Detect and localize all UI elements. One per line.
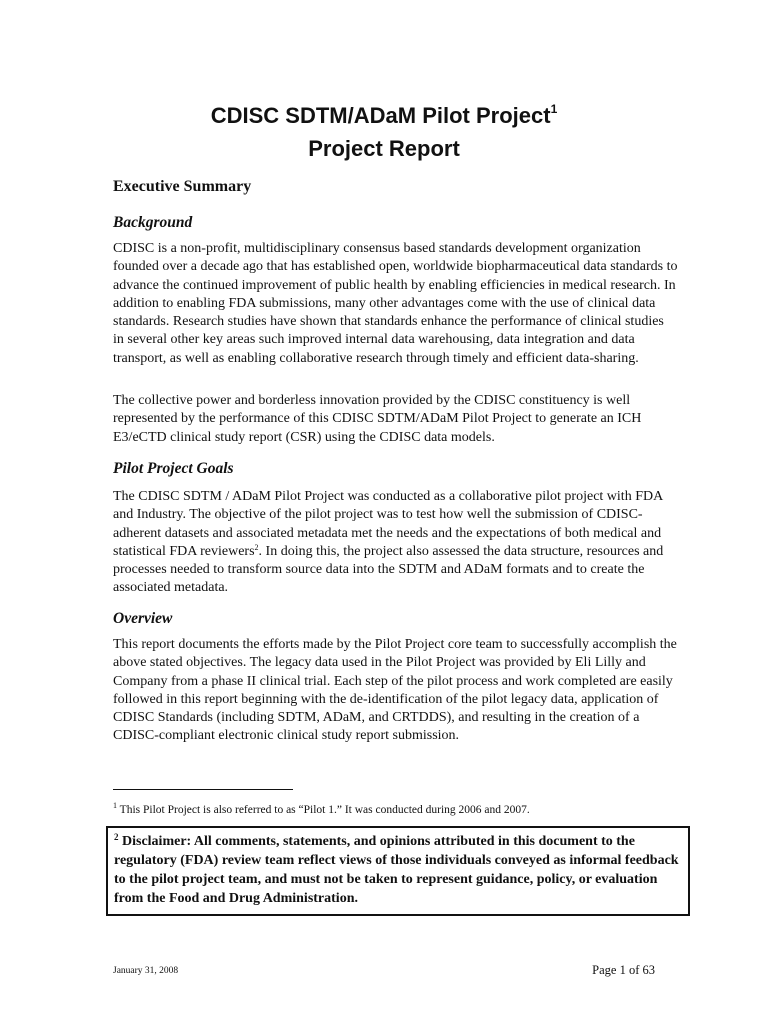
- goals-text-part2: . In doing this, the project also assessed the data structure, resources and processes needed to transform source data into the SDTM and ADaM formats and to create the associated metadata.: [113, 543, 664, 596]
- background-paragraph-2: The collective power and borderless innovation provided by the CDISC constituency is well represented by the performance of this CDISC SDTM/ADaM Pilot Project to generate an ICH E3/eCTD clinical study report (CSR) using the CDISC data models.: [113, 393, 642, 445]
- background-paragraph-1: CDISC is a non-profit, multidisciplinary consensus based standards development organization founded over a decade ago that has established open, worldwide biopharmaceutical data standards to advance the continued improvement of public health by enabling efficiencies in medical research. In addition to enabling FDA submissions, many other advantages come with the use of clinical data standards. Research studies have shown that standards enhance the performance of clinical studies in several other key areas such improved internal data warehousing, data integration and data transport, as well as enabling collaborative research through timely and efficient data-sharing.: [113, 241, 678, 366]
- document-title: [0, 102, 768, 129]
- footnote-2-number: 2: [114, 832, 119, 842]
- footnote-divider: [113, 789, 293, 790]
- goals-paragraph: [113, 488, 678, 598]
- background-heading: Background: [113, 214, 193, 231]
- document-subtitle: Project Report: [308, 136, 460, 161]
- goals-heading: Pilot Project Goals: [113, 460, 234, 477]
- disclaimer-box: [106, 826, 690, 916]
- document-title-text: CDISC SDTM/ADaM Pilot Project: [210, 103, 551, 128]
- overview-heading: Overview: [113, 610, 173, 627]
- footer-page-number: Page 1 of 63: [592, 963, 655, 977]
- footnote-1-text: This Pilot Project is also referred to as “Pilot 1.” It was conducted during 2006 and 2007.: [119, 804, 530, 816]
- executive-summary-heading: Executive Summary: [113, 178, 252, 195]
- goals-footnote-ref: 2: [254, 542, 259, 552]
- title-footnote-ref: 1: [550, 102, 558, 116]
- footnote-1-number: 1: [113, 801, 117, 810]
- footer-date: January 31, 2008: [113, 966, 179, 976]
- disclaimer-text: Disclaimer: All comments, statements, and opinions attributed in this document to the regulatory (FDA) review team reflect views of those individuals conveyed as informal feedback to the pilot project team, and must not be taken to represent guidance, policy, or evaluation from the Food and Drug Administration.: [114, 834, 679, 906]
- goals-text-part1: The CDISC SDTM / ADaM Pilot Project was conducted as a collaborative pilot project with FDA and Industry. The objective of the pilot project was to test how well the submission of CDISC-adherent datasets and associated metadata met the needs and the expectations of both medical and statistical FDA reviewers: [113, 489, 663, 559]
- footnote-1: [113, 802, 678, 818]
- overview-paragraph: This report documents the efforts made by the Pilot Project core team to successfully accomplish the above stated objectives. The legacy data used in the Pilot Project was provided by Eli Lilly and Company from a phase II clinical trial. Each step of the pilot process and work completed are easily followed in this report beginning with the de-identification of the pilot legacy data, application of CDISC Standards (including SDTM, ADaM, and CRTDDS), and resulting in the creation of a CDISC-compliant electronic clinical study report submission.: [113, 637, 677, 744]
